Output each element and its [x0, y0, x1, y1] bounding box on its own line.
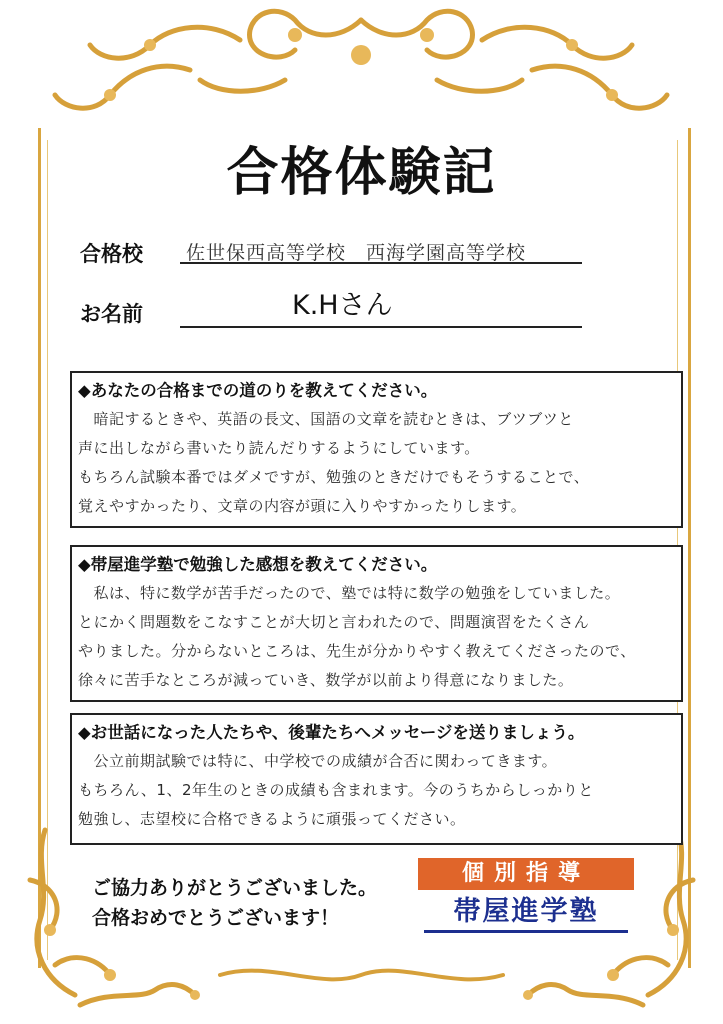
bottom-center-ornament-icon [210, 955, 513, 995]
answer-line: もちろん試験本番ではダメですが、勉強のときだけでもそうすることで、 [78, 468, 590, 486]
answer-line: 私は、特に数学が苦手だったので、塾では特に数学の勉強をしていました。 [78, 584, 621, 602]
question-heading: ◆あなたの合格までの道のりを教えてください。 [78, 381, 438, 400]
answer-line: 暗記するときや、英語の長文、国語の文章を読むときは、ブツブツと [78, 410, 574, 428]
closing-line-thanks: ご協力ありがとうございました。 [92, 877, 378, 899]
logo-banner-top: 個別指導 [418, 858, 634, 890]
name-label: お名前 [80, 302, 143, 326]
closing-line-congrats: 合格おめでとうございます！ [92, 907, 340, 929]
answer-line: とにかく問題数をこなすことが大切と言われたので、問題演習をたくさん [78, 613, 590, 631]
answer-line: 覚えやすかったり、文章の内容が頭に入りやすかったりします。 [78, 497, 527, 515]
question-box-journey [70, 371, 683, 528]
school-logo [418, 858, 634, 934]
question-heading: ◆帯屋進学塾で勉強した感想を教えてください。 [78, 555, 438, 574]
answer-text [78, 579, 675, 695]
name-value: K.Hさん [292, 290, 393, 321]
school-value: 佐世保西高等学校 西海学園高等学校 [186, 242, 527, 264]
closing-message [92, 873, 377, 933]
logo-underline [424, 930, 628, 933]
answer-line: やりました。分からないところは、先生が分かりやすく教えてくださったので、 [78, 642, 636, 660]
page-title: 合格体験記 [226, 142, 497, 203]
logo-school-name: 帯屋進学塾 [453, 896, 599, 927]
answer-line: 徐々に苦手なところが減っていき、数学が以前より得意になりました。 [78, 671, 574, 689]
question-heading: ◆お世話になった人たちや、後輩たちへメッセージを送りましょう。 [78, 723, 585, 742]
answer-line: もちろん、1、2年生のときの成績も含まれます。今のうちからしっかりと [78, 781, 594, 799]
question-box-message [70, 713, 683, 845]
answer-line: 声に出しながら書いたり読んだりするようにしています。 [78, 439, 480, 457]
top-ornament-icon [40, 0, 683, 130]
answer-text [78, 405, 675, 521]
answer-line: 公立前期試験では特に、中学校での成績が合否に関わってきます。 [78, 752, 558, 770]
answer-text [78, 747, 675, 834]
school-label: 合格校 [80, 242, 143, 266]
answer-line: 勉強し、志望校に合格できるように頑張ってください。 [78, 810, 466, 828]
question-box-impressions [70, 545, 683, 702]
name-underline [180, 326, 582, 328]
